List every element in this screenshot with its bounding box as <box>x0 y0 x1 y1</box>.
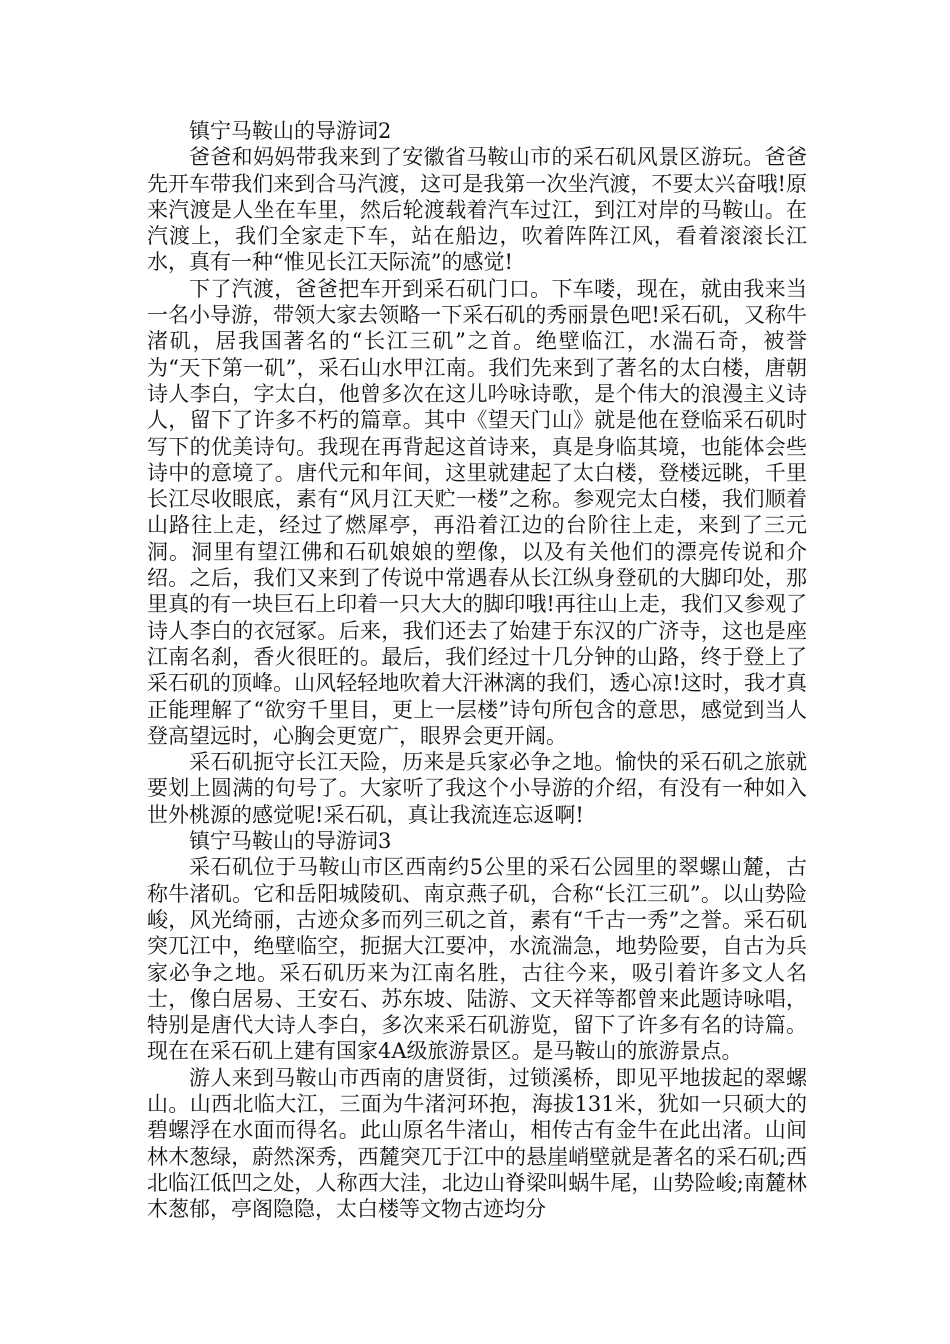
document-body <box>147 118 807 1222</box>
section-heading: 镇宁马鞍山的导游词2 <box>189 119 392 143</box>
paragraph: 游人来到马鞍山市西南的唐贤街，过锁溪桥，即见平地拔起的翠螺山。山西北临大江，三面为牛渚河环抱，海拔131米，犹如一只硕大的碧螺浮在水面而得名。此山原名牛渚山，相传古有金牛在此出渚。山间林木葱绿，蔚然深秀，西麓突兀于江中的悬崖峭壁就是著名的采石矶;西北临江低凹之处，人称西大洼，北边山脊梁叫蜗牛尾，山势险峻;南麓林木葱郁，亭阁隐隐，太白楼等文物古迹均分 <box>147 1065 807 1222</box>
paragraph: 采石矶位于马鞍山市区西南约5公里的采石公园里的翠螺山麓，古称牛渚矶。它和岳阳城陵矶、南京燕子矶，合称“长江三矶”。以山势险峻，风光绮丽，古迹众多而列三矶之首，素有“千古一秀”之誉。采石矶突兀江中，绝壁临空，扼据大江要冲，水流湍急，地势险要，自古为兵家必争之地。采石矶历来为江南名胜，古往今来，吸引着许多文人名士，像白居易、王安石、苏东坡、陆游、文天祥等都曾来此题诗咏唱，特别是唐代大诗人李白，多次来采石矶游览，留下了许多有名的诗篇。现在在采石矶上建有国家4A级旅游景区。是马鞍山的旅游景点。 <box>147 855 807 1064</box>
paragraph: 采石矶扼守长江天险，历来是兵家必争之地。愉快的采石矶之旅就要划上圆满的句号了。大家听了我这个小导游的介绍，有没有一种如入世外桃源的感觉呢!采石矶，真让我流连忘返啊! <box>147 750 807 827</box>
section-heading: 镇宁马鞍山的导游词3 <box>189 829 392 854</box>
paragraph: 爸爸和妈妈带我来到了安徽省马鞍山市的采石矶风景区游玩。爸爸先开车带我们来到合马汽渡，这可是我第一次坐汽渡，不要太兴奋哦!原来汽渡是人坐在车里，然后轮渡载着汽车过江，到江对岸的马鞍山。在汽渡上，我们全家走下车，站在船边，吹着阵阵江风，看着滚滚长江水，真有一种“惟见长江天际流”的感觉! <box>147 145 807 275</box>
paragraph: 下了汽渡，爸爸把车开到采石矶门口。下车喽，现在，就由我来当一名小导游，带领大家去领略一下采石矶的秀丽景色吧!采石矶，又称牛渚矶，居我国著名的“长江三矶”之首。绝壁临江，水湍石奇，被誉为“天下第一矶”，采石山水甲江南。我们先来到了著名的太白楼，唐朝诗人李白，字太白，他曾多次在这儿吟咏诗歌，是个伟大的浪漫主义诗人，留下了许多不朽的篇章。其中《望天门山》就是他在登临采石矶时写下的优美诗句。我现在再背起这首诗来，真是身临其境，也能体会些诗中的意境了。唐代元和年间，这里就建起了太白楼，登楼远眺，千里长江尽收眼底，素有“风月江天贮一楼”之称。参观完太白楼，我们顺着山路往上走，经过了燃犀亭，再沿着江边的台阶往上走，来到了三元洞。洞里有望江佛和石矶娘娘的塑像，以及有关他们的漂亮传说和介绍。之后，我们又来到了传说中常遇春从长江纵身登矶的大脚印处，那里真的有一块巨石上印着一只大大的脚印哦!再往山上走，我们又参观了诗人李白的衣冠冢。后来，我们还去了始建于东汉的广济寺，这也是座江南名刹，香火很旺的。最后，我们经过十几分钟的山路，终于登上了采石矶的顶峰。山风轻轻地吹着大汗淋漓的我们，透心凉!这时，我才真正能理解了“欲穷千里目，更上一层楼”诗句所包含的意思，感觉到当人登高望远时，心胸会更宽广，眼界会更开阔。 <box>147 276 807 748</box>
